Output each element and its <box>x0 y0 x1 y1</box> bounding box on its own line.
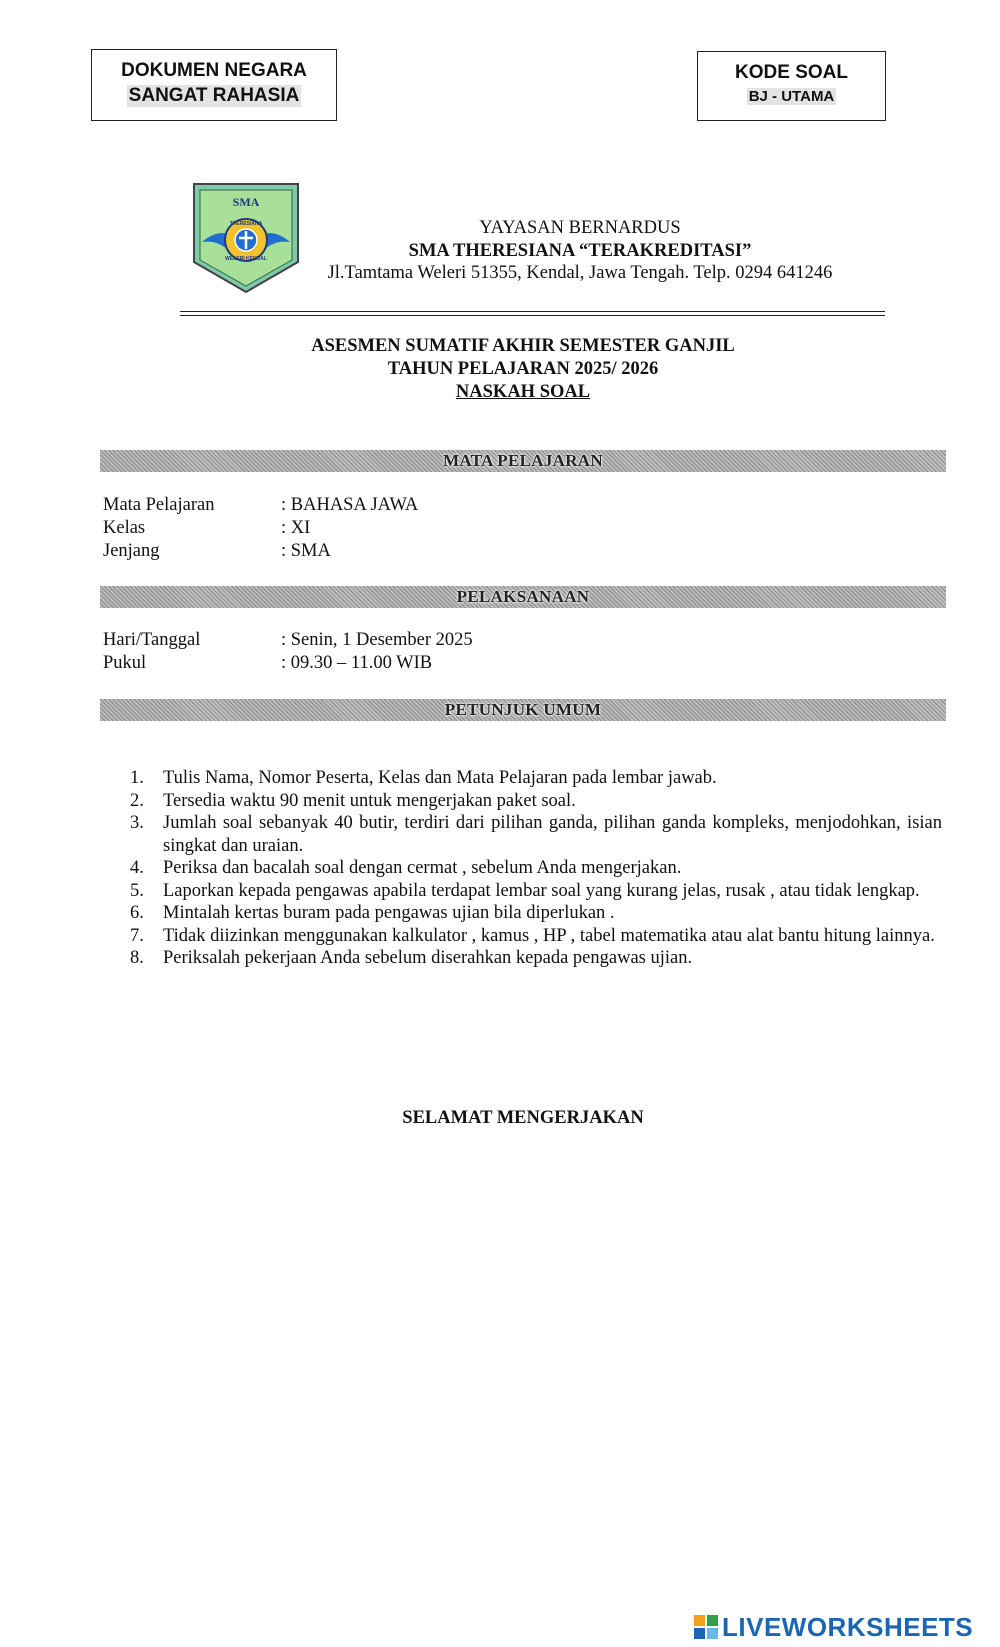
question-code-value: BJ - UTAMA <box>748 88 835 105</box>
question-code-box <box>697 51 886 121</box>
info-label: Mata Pelajaran <box>103 495 215 515</box>
instruction-text: Mintalah kertas buram pada pengawas ujian bila diperlukan . <box>163 903 615 923</box>
instruction-text: Periksa dan bacalah soal dengan cermat , sebelum Anda mengerjakan. <box>163 858 682 878</box>
instruction-number: 4. <box>130 858 144 878</box>
watermark-text: LIVEWORKSHEETS <box>722 1611 974 1642</box>
info-row-hari-tanggal <box>103 630 473 651</box>
section-heading-petunjuk-umum <box>100 699 946 721</box>
instruction-item <box>125 902 942 925</box>
section-heading-mata-pelajaran <box>100 450 946 472</box>
section-heading-text: PETUNJUK UMUM <box>444 700 602 719</box>
info-label: Hari/Tanggal <box>103 630 201 650</box>
classification-line2: SANGAT RAHASIA <box>128 85 300 106</box>
instruction-item <box>125 812 942 857</box>
instruction-number: 5. <box>130 880 144 901</box>
info-label: Jenjang <box>103 541 160 561</box>
question-code-label: KODE SOAL <box>735 62 848 83</box>
school-address: Jl.Tamtama Weleri 51355, Kendal, Jawa Tengah. Telp. 0294 641246 <box>327 263 833 283</box>
instruction-number: 6. <box>130 903 144 923</box>
info-value: : XI <box>281 518 311 538</box>
instruction-text: Periksalah pekerjaan Anda sebelum diserahkan kepada pengawas ujian. <box>163 948 693 968</box>
info-value: : Senin, 1 Desember 2025 <box>281 630 473 650</box>
logo-ring-bottom-text: WELERI KENDAL <box>225 256 267 262</box>
section-heading-text: MATA PELAJARAN <box>443 451 603 470</box>
instruction-text: Tersedia waktu 90 menit untuk mengerjakan paket soal. <box>163 790 576 811</box>
school-name: SMA THERESIANA “TERAKREDITASI” <box>408 241 752 261</box>
info-value: : SMA <box>281 541 331 561</box>
liveworksheets-logo-icon <box>694 1615 718 1639</box>
instruction-item <box>125 790 942 813</box>
info-label: Kelas <box>103 518 146 538</box>
letterhead-divider-top <box>180 311 885 312</box>
info-row-jenjang <box>103 541 331 562</box>
instruction-item <box>125 767 942 790</box>
instruction-number: 3. <box>130 813 144 833</box>
letterhead-divider-bottom <box>180 315 885 316</box>
exam-title: ASESMEN SUMATIF AKHIR SEMESTER GANJIL <box>311 336 735 356</box>
instruction-item <box>125 857 942 880</box>
info-value: : BAHASA JAWA <box>281 495 419 515</box>
instruction-number: 8. <box>130 948 144 968</box>
exam-year: TAHUN PELAJARAN 2025/ 2026 <box>387 359 659 379</box>
info-row-pukul <box>103 653 432 674</box>
closing-message: SELAMAT MENGERJAKAN <box>402 1108 644 1128</box>
info-row-kelas <box>103 518 310 539</box>
info-row-mata-pelajaran <box>103 495 418 516</box>
liveworksheets-watermark <box>694 1612 973 1642</box>
info-label: Pukul <box>103 653 147 673</box>
foundation-name: YAYASAN BERNARDUS <box>479 218 681 238</box>
instruction-text: Tidak diizinkan menggunakan kalkulator , kamus , HP , tabel matematika atau alat bantu hitung lainnya. <box>163 925 935 946</box>
exam-doc-type: NASKAH SOAL <box>455 382 591 402</box>
document-classification-box <box>91 49 337 121</box>
instruction-item <box>125 947 942 970</box>
instruction-number: 1. <box>130 768 144 788</box>
school-logo-icon <box>188 180 304 296</box>
instruction-item <box>125 880 942 903</box>
instruction-text: Laporkan kepada pengawas apabila terdapat lembar soal yang kurang jelas, rusak , atau tidak lengkap. <box>163 880 920 901</box>
instruction-list <box>125 767 942 970</box>
instruction-number: 2. <box>130 790 144 811</box>
section-heading-pelaksanaan <box>100 586 946 608</box>
instruction-item <box>125 925 942 948</box>
classification-line1: DOKUMEN NEGARA <box>121 60 307 81</box>
section-heading-text: PELAKSANAAN <box>456 587 590 606</box>
logo-text-sma: SMA <box>232 195 260 209</box>
instruction-text: Tulis Nama, Nomor Peserta, Kelas dan Mata Pelajaran pada lembar jawab. <box>163 768 717 788</box>
instruction-text: Jumlah soal sebanyak 40 butir, terdiri dari pilihan ganda, pilihan ganda kompleks, menjodohkan, isian singkat dan uraian. <box>163 813 942 856</box>
instruction-number: 7. <box>130 925 144 946</box>
logo-ring-top-text: THERESIANA <box>229 221 263 227</box>
info-value: : 09.30 – 11.00 WIB <box>281 653 433 673</box>
